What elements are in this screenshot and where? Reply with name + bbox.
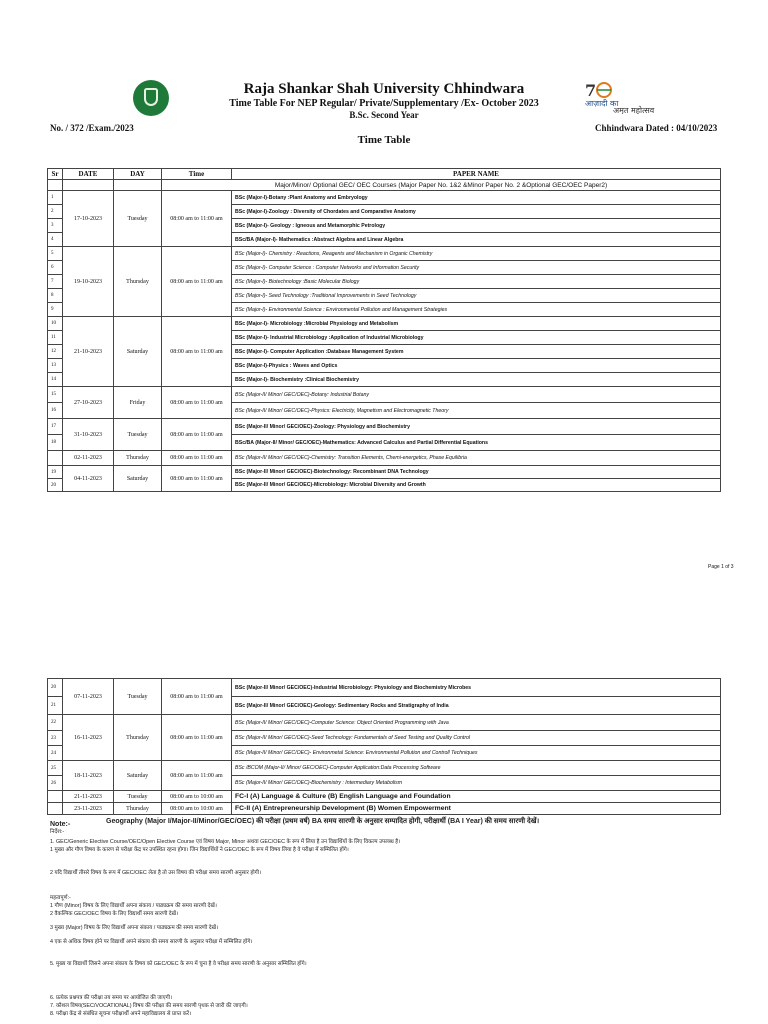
exam-date: 07-11-2023 — [63, 679, 114, 715]
university-name: Raja Shankar Shah University Chhindwara — [243, 81, 525, 97]
header-day: DAY — [114, 169, 162, 180]
exam-day: Thursday — [114, 803, 162, 815]
exam-day: Saturday — [114, 317, 162, 387]
paper-name: BSc (Major-I)- Chemistry : Reactions, Reagents and Mechanism in Organic Chemistry — [232, 247, 721, 261]
table-row: 16 BSc (Major-II/ Minor/ GEC/OEC)-Physics: Electricity, Magnetism and Electromagnetic Theory — [48, 403, 721, 419]
paper-name: BSc (Major-I)- Industrial Microbiology :Application of Industrial Microbiology — [232, 331, 721, 345]
paper-name: BSc (Major-II/ Minor/ GEC/OEC)-Chemistry: Transition Elements, Chemi-energetics, Phase Equilibria — [232, 451, 721, 466]
exam-time: 08:00 am to 11:00 am — [162, 387, 232, 419]
exam-day: Tuesday — [114, 679, 162, 715]
table-row: 24 BSc (Major-II/ Minor/ GEC/OEC)- Environmetal Science: Environmental Pollution and Controll Techniques — [48, 746, 721, 761]
paper-name: BSc (Major-I)- Seed Technology :Traditional Improvements in Seed Technology — [232, 289, 721, 303]
table-row — [48, 803, 721, 815]
paper-name: BSc/BA (Major-II/ Minor/ GEC/OEC)-Mathematics: Advanced Calculus and Partial Differential Equations — [232, 435, 721, 451]
paper-name: BSc (Major-I)- Microbiology :Microbial Physiology and Metabolism — [232, 317, 721, 331]
exam-date: 19-10-2023 — [63, 247, 114, 317]
note-paragraph: 2 वैकल्पिक GEC/OEC विषय के लिए विद्यार्थी समय सारणी देखें। — [50, 911, 179, 917]
paper-name: BSc (Major-I)-Botany :Plant Anatomy and Embryology — [232, 191, 721, 205]
exam-time: 08:00 am to 11:00 am — [162, 419, 232, 451]
exam-day: Thursday — [114, 247, 162, 317]
header-paper-name: PAPER NAME — [232, 169, 721, 180]
note-title: Geography (Major I/Major-II/Minor/GEC/OEC) की परीक्षा (प्रथम वर्ष) BA समय सारणी के अनुसार सम्पादित होगी, परीक्षार्थी (BA I Year) की समय सारणी देखें। — [106, 818, 540, 825]
table-row: 7 BSc (Major-I)- Biotechnology :Basic Molecular Biology — [48, 275, 721, 289]
instructions-heading: निर्देश:- — [50, 829, 65, 835]
exam-time: 08:00 am to 10:00 am — [162, 803, 232, 815]
exam-day: Tuesday — [114, 791, 162, 803]
exam-day: Tuesday — [114, 419, 162, 451]
exam-day: Thursday — [114, 715, 162, 761]
paper-name: BSc (Major-II/ Minor/ GEC/OEC)-Microbiology: Microbial Diversity and Growth — [232, 479, 721, 492]
paper-name: BSc (Major-II/ Minor/ GEC/OEC)- Environmetal Science: Environmental Pollution and Controll Techniques — [232, 746, 721, 761]
exam-date: 18-11-2023 — [63, 761, 114, 791]
table-row: 20 07-11-2023 Tuesday 08:00 am to 11:00 am BSc (Major-II/ Minor/ GEC/OEC)-Industrial Microbiology: Physiology and Biochemistry Microbes — [48, 679, 721, 697]
svg-text:अमृत महोत्सव: अमृत महोत्सव — [613, 106, 655, 114]
note-paragraph: 5. मुख्य या विद्यार्थी जिसने अपना संकाय के विषय को GEC/OEC के रूप में चुना है वे परीक्षा समय सारणी के अनुसार सम्मिलित होंगे। — [50, 961, 307, 967]
note-paragraph: 1 मुख्य और गौण विषय के कारण से परीक्षा केंद्र पर उपस्थित रहना होगा। जिन विद्यार्थियों ने GEC/OEC के रूप में विषय लिया है वे परीक्षा में सम्मिलित होंगे। — [50, 847, 349, 853]
header-sr: Sr — [48, 169, 63, 180]
paper-name: BSc (Major-II/ Minor/ GEC/OEC)-Industrial Microbiology: Physiology and Biochemistry Microbes — [232, 679, 721, 697]
exam-date: 16-11-2023 — [63, 715, 114, 761]
exam-date: 31-10-2023 — [63, 419, 114, 451]
exam-date: 21-10-2023 — [63, 317, 114, 387]
paper-name: BSc (Major-II/ Minor/ GEC/OEC)-Physics: Electricity, Magnetism and Electromagnetic Theory — [232, 403, 721, 419]
table-row: 5 19-10-2023 Thursday 08:00 am to 11:00 am BSc (Major-I)- Chemistry : Reactions, Reagents and Mechanism in Organic Chemistry — [48, 247, 721, 261]
note-paragraph: 4 एक से अधिक विषय होने पर विद्यार्थी अपने संकाय की समय सारणी के अनुसार परीक्षा में सम्मिलित होंगे। — [50, 939, 253, 945]
exam-date: 23-11-2023 — [63, 803, 114, 815]
page-number: Page 1 of 3 — [708, 564, 734, 570]
issue-date: Chhindwara Dated : 04/10/2023 — [595, 123, 718, 133]
exam-time: 08:00 am to 11:00 am — [162, 715, 232, 761]
exam-date: 27-10-2023 — [63, 387, 114, 419]
paper-name: BSc (Major-I)- Geology : Igneous and Metamorphic Petrology — [232, 219, 721, 233]
exam-subtitle: Time Table For NEP Regular/ Private/Supplementary /Ex- October 2023 — [229, 98, 539, 109]
table-row: 9 BSc (Major-I)- Environmental Science : Environmental Pollution and Management Strategies — [48, 303, 721, 317]
exam-time: 08:00 am to 11:00 am — [162, 247, 232, 317]
header-date: DATE — [63, 169, 114, 180]
table-row: 14 BSc (Major-I)- Biochemistry :Clinical Biochemistry — [48, 373, 721, 387]
table-row: 21 BSc (Major-II/ Minor/ GEC/OEC)-Geology: Sedimentary Rocks and Stratigraphy of India — [48, 697, 721, 715]
timetable-part-2 — [47, 678, 721, 815]
courses-heading-row — [48, 180, 721, 191]
paper-name: BSc (Major-II/ Minor/ GEC/OEC)-Seed Technology: Fundamentals of Seed Testing and Quality Control — [232, 731, 721, 746]
exam-time: 08:00 am to 11:00 am — [162, 466, 232, 492]
paper-name: BSc (Major-I)-Physics : Waves and Optics — [232, 359, 721, 373]
table-header-row — [48, 169, 721, 180]
exam-time: 08:00 am to 11:00 am — [162, 679, 232, 715]
note-paragraph: 7. कौशल विषय(SEC/VOCATIONAL) विषय की परीक्षा की समय सारणी पृथक से जारी की जाएगी। — [50, 1003, 248, 1009]
paper-name: FC-I (A) Language & Culture (B) English Language and Foundation — [232, 791, 721, 803]
paper-name: BSc (Major-II/ Minor/ GEC/OEC)-Geology: Sedimentary Rocks and Stratigraphy of India — [232, 697, 721, 715]
table-row: 17 31-10-2023 Tuesday 08:00 am to 11:00 am BSc (Major-II/ Minor/ GEC/OEC)-Zoology: Physiology and Biochemistry — [48, 419, 721, 435]
table-row: 22 16-11-2023 Thursday 08:00 am to 11:00 am BSc (Major-II/ Minor/ GEC/OEC)-Computer Science: Object Oriented Programming with Java — [48, 715, 721, 731]
svg-text:7: 7 — [585, 81, 597, 100]
exam-time: 08:00 am to 11:00 am — [162, 317, 232, 387]
table-row: 26 BSc (Major-II/ Minor/ GEC/OEC)-Biochemistry : Intermediary Metabolism — [48, 776, 721, 791]
reference-number: No. / 372 /Exam./2023 — [50, 123, 134, 133]
note-paragraph: 6. प्रत्येक प्रश्नपत्र की परीक्षा तय समय पर आयोजित की जाएगी। — [50, 995, 173, 1001]
table-row: 18 BSc/BA (Major-II/ Minor/ GEC/OEC)-Mathematics: Advanced Calculus and Partial Differential Equations — [48, 435, 721, 451]
table-row: 8 BSc (Major-I)- Seed Technology :Traditional Improvements in Seed Technology — [48, 289, 721, 303]
notes-section — [50, 817, 720, 1017]
table-row: 4 BSc/BA (Major-I)- Mathematics :Abstract Algebra and Linear Algebra — [48, 233, 721, 247]
paper-name: BSc (Major-I)- Computer Science : Computer Networks and Information Security — [232, 261, 721, 275]
table-row: 2 BSc (Major-I)-Zoology : Diversity of Chordates and Comparative Anatomy — [48, 205, 721, 219]
exam-date: 02-11-2023 — [63, 451, 114, 466]
paper-name: BSc (Major-I)- Environmental Science : Environmental Pollution and Management Strategies — [232, 303, 721, 317]
exam-day: Saturday — [114, 466, 162, 492]
header-time: Time — [162, 169, 232, 180]
paper-name: BSc (Major-I)-Zoology : Diversity of Chordates and Comparative Anatomy — [232, 205, 721, 219]
note-paragraph: 1 गौण (Minor) विषय के लिए विद्यार्थी अपना संकाय / पाठ्यक्रम की समय सारणी देखें। — [50, 903, 217, 909]
exam-date: 17-10-2023 — [63, 191, 114, 247]
paper-name: BSc (Major-II/ Minor/ GEC/OEC)-Biotechnology: Recombinant DNA Technology — [232, 466, 721, 479]
paper-name: BSc (Major-II/ Minor/ GEC/OEC)-Zoology: Physiology and Biochemistry — [232, 419, 721, 435]
exam-time: 08:00 am to 11:00 am — [162, 451, 232, 466]
table-row: 10 21-10-2023 Saturday 08:00 am to 11:00 am BSc (Major-I)- Microbiology :Microbial Physiology and Metabolism — [48, 317, 721, 331]
table-row — [48, 791, 721, 803]
paper-name: FC-II (A) Entrepreneurship Development (B) Women Empowerment — [232, 803, 721, 815]
exam-day: Tuesday — [114, 191, 162, 247]
table-row: 13 BSc (Major-I)-Physics : Waves and Optics — [48, 359, 721, 373]
table-row: 23 BSc (Major-II/ Minor/ GEC/OEC)-Seed Technology: Fundamentals of Seed Testing and Quality Control — [48, 731, 721, 746]
paper-name: BSc (Major-II/ Minor/ GEC/OEC)-Biochemistry : Intermediary Metabolism — [232, 776, 721, 791]
paper-name: BSc (Major-I)- Computer Application :Database Management System — [232, 345, 721, 359]
note-paragraph: 2 यदि विद्यार्थी तीसरे विषय के रूप में GEC/OEC लेता है तो उस विषय की परीक्षा समय सारणी अनुसार होगी। — [50, 870, 262, 876]
table-row: 11 BSc (Major-I)- Industrial Microbiology :Application of Industrial Microbiology — [48, 331, 721, 345]
note-paragraph: 3 मुख्य (Major) विषय के लिए विद्यार्थी अपना संकाय / पाठ्यक्रम की समय सारणी देखें। — [50, 925, 219, 931]
exam-date: 21-11-2023 — [63, 791, 114, 803]
paper-name: BSc (Major-I)- Biochemistry :Clinical Biochemistry — [232, 373, 721, 387]
note-paragraph: महत्वपूर्ण:- — [50, 895, 71, 901]
exam-day: Thursday — [114, 451, 162, 466]
exam-day: Saturday — [114, 761, 162, 791]
courses-heading: Major/Minor/ Optional GEC/ OEC Courses (Major Paper No. 1&2 &Minor Paper No. 2 &Optional GEC/OEC Paper2) — [162, 180, 721, 191]
paper-name: BSc/BA (Major-I)- Mathematics :Abstract Algebra and Linear Algebra — [232, 233, 721, 247]
table-row: 1 17-10-2023 Tuesday 08:00 am to 11:00 am BSc (Major-I)-Botany :Plant Anatomy and Embryology — [48, 191, 721, 205]
table-row: 12 BSc (Major-I)- Computer Application :Database Management System — [48, 345, 721, 359]
paper-name: BSc (Major-II/ Minor/ GEC/OEC)-Computer Science: Object Oriented Programming with Java — [232, 715, 721, 731]
table-row: 15 27-10-2023 Friday 08:00 am to 11:00 am BSc (Major-II/ Minor/ GEC/OEC)-Botany: Industrial Botany — [48, 387, 721, 403]
note-paragraph: 8. परीक्षा केंद्र से संबंधित सूचना परीक्षार्थी अपने महाविद्यालय से प्राप्त करें। — [50, 1011, 192, 1017]
table-row: 25 18-11-2023 Saturday 08:00 am to 11:00 am BSc /BCOM (Major-II/ Minor/ GEC/OEC)-Computer Application:Data Processing Software — [48, 761, 721, 776]
exam-time: 08:00 am to 10:00 am — [162, 791, 232, 803]
svg-text:आज़ादी का: आज़ादी का — [585, 99, 619, 108]
exam-date: 04-11-2023 — [63, 466, 114, 492]
paper-name: BSc /BCOM (Major-II/ Minor/ GEC/OEC)-Computer Application:Data Processing Software — [232, 761, 721, 776]
exam-day: Friday — [114, 387, 162, 419]
table-row: 19 04-11-2023 Saturday 08:00 am to 11:00 am BSc (Major-II/ Minor/ GEC/OEC)-Biotechnology: Recombinant DNA Technology — [48, 466, 721, 479]
table-row: 20 BSc (Major-II/ Minor/ GEC/OEC)-Microbiology: Microbial Diversity and Growth — [48, 479, 721, 492]
exam-time: 08:00 am to 11:00 am — [162, 191, 232, 247]
note-paragraph: 1. GEC/Generic Elective Course/OEC/Open Elective Course एवं विषय Major, Minor अथवा GEC/OEC के रूप में लिया है उन विद्यार्थियों के लिए विकल्प उपलब्ध है। — [50, 839, 401, 845]
table-row — [48, 451, 721, 466]
table-row: 3 BSc (Major-I)- Geology : Igneous and Metamorphic Petrology — [48, 219, 721, 233]
page-title: Time Table — [357, 134, 411, 146]
timetable-part-1 — [47, 168, 721, 492]
exam-time: 08:00 am to 11:00 am — [162, 761, 232, 791]
paper-name: BSc (Major-II/ Minor/ GEC/OEC)-Botany: Industrial Botany — [232, 387, 721, 403]
note-label: Note:- — [50, 821, 71, 828]
table-row: 6 BSc (Major-I)- Computer Science : Computer Networks and Information Security — [48, 261, 721, 275]
course-year: B.Sc. Second Year — [349, 110, 419, 120]
paper-name: BSc (Major-I)- Biotechnology :Basic Molecular Biology — [232, 275, 721, 289]
